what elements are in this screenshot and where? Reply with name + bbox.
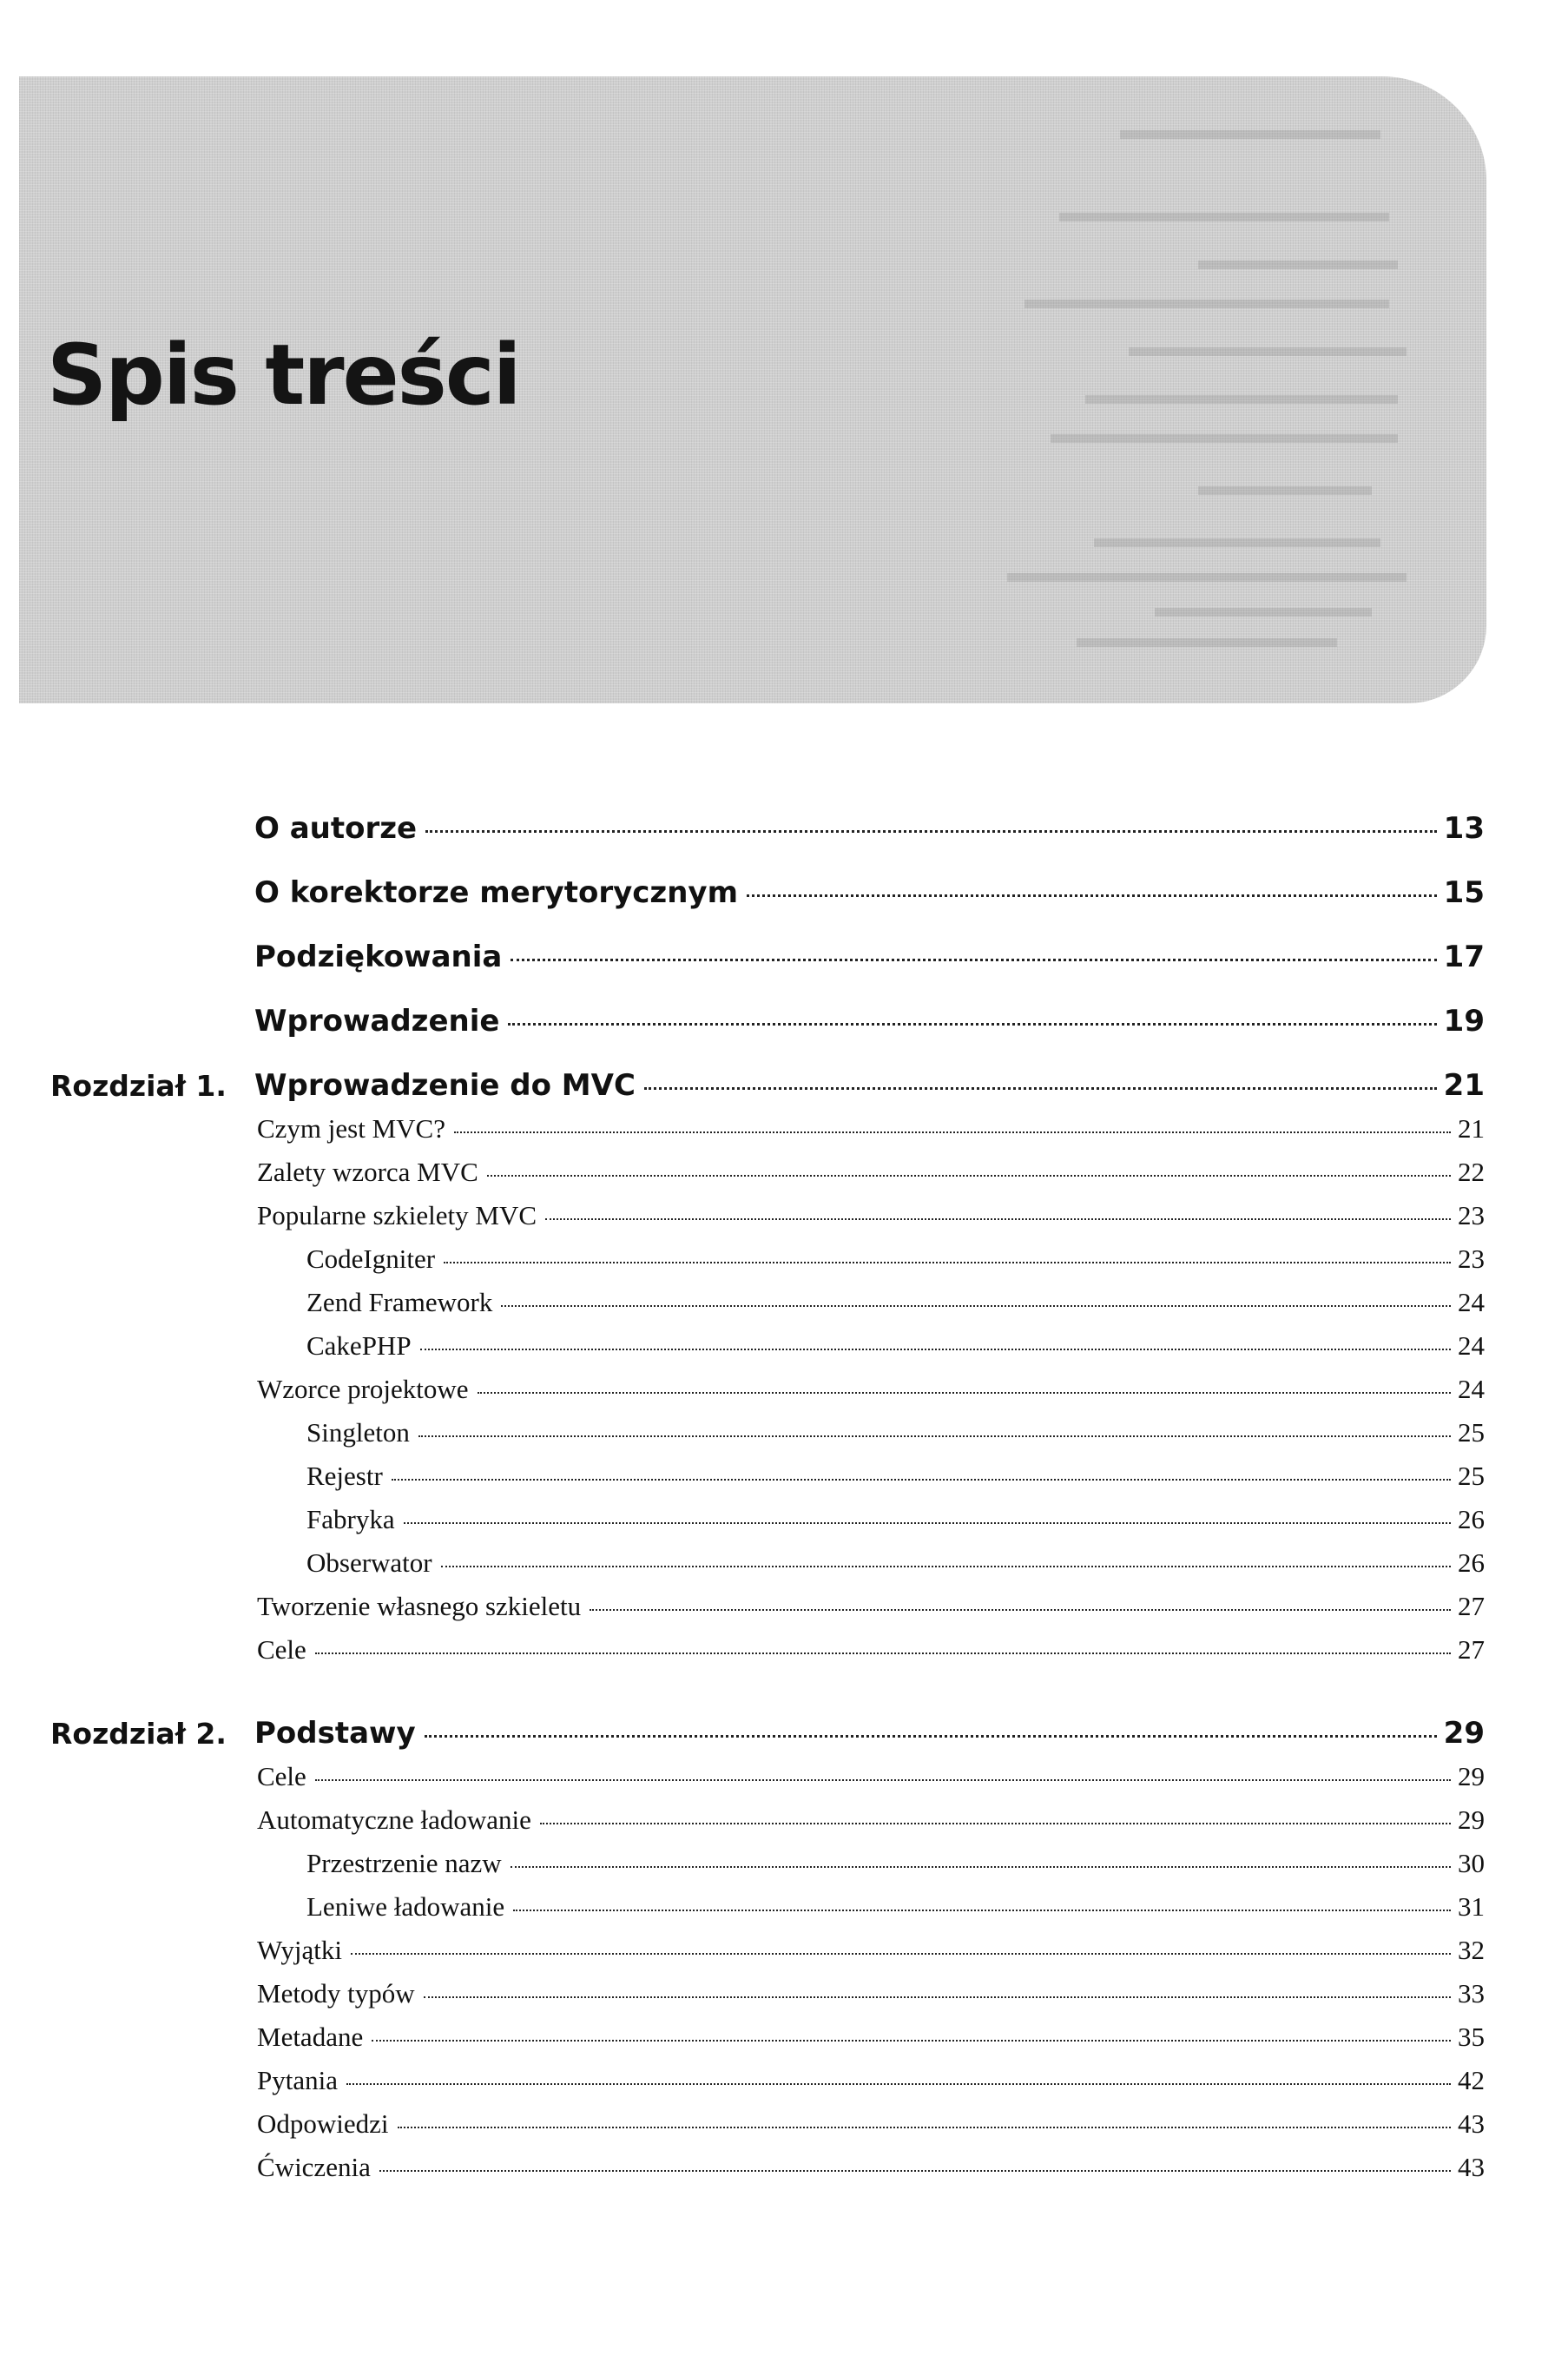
toc-entry-title: Cele (257, 1634, 306, 1665)
toc-entry-minor (306, 1891, 1485, 1923)
toc-entry-page: 13 (1443, 811, 1485, 846)
dot-leader (487, 1175, 1451, 1177)
toc-entry-title: Ćwiczenia (257, 2152, 371, 2182)
toc-entry-minor (306, 1547, 1485, 1579)
dot-leader (478, 1392, 1451, 1394)
banner-texture-line (1094, 538, 1380, 547)
chapter-label: Rozdział 1. (50, 1069, 227, 1103)
toc-entry-page: 27 (1458, 1591, 1485, 1621)
toc-entry-title: Wprowadzenie do MVC (254, 1068, 636, 1103)
banner-texture-line (1198, 486, 1372, 495)
toc-entry-minor (257, 1200, 1485, 1231)
toc-entry-major (254, 875, 1485, 910)
toc-entry-minor (257, 2022, 1485, 2053)
banner-texture-line (1120, 130, 1380, 139)
banner-texture-line (1077, 638, 1337, 647)
banner-texture-line (1024, 300, 1389, 308)
toc-entry-title: Leniwe ładowanie (306, 1891, 505, 1922)
toc-entry-page: 32 (1458, 1935, 1485, 1965)
dot-leader (315, 1779, 1451, 1781)
dot-leader (392, 1479, 1451, 1481)
toc-entry-title: Odpowiedzi (257, 2108, 389, 2139)
toc-entry-page: 24 (1458, 1374, 1485, 1404)
toc-entry-minor (306, 1848, 1485, 1879)
toc-entry-title: Metadane (257, 2022, 364, 2052)
toc-entry-minor (257, 2108, 1485, 2140)
toc-entry-page: 29 (1458, 1804, 1485, 1835)
banner-texture-line (1085, 395, 1398, 404)
dot-leader (346, 2083, 1451, 2085)
toc-entry-page: 24 (1458, 1287, 1485, 1317)
toc-entry-title: Automatyczne ładowanie (257, 1804, 531, 1835)
toc-entry-page: 21 (1458, 1113, 1485, 1144)
dot-leader (425, 830, 1437, 833)
dot-leader (501, 1305, 1451, 1307)
toc-entry-title: Podstawy (254, 1716, 416, 1751)
toc-entry-minor (257, 2152, 1485, 2183)
toc-entry-title: CodeIgniter (306, 1243, 436, 1274)
dot-leader (425, 1735, 1437, 1738)
toc-entry-title: O autorze (254, 811, 418, 846)
toc-entry-minor (257, 1157, 1485, 1188)
toc-entry-minor (257, 1634, 1485, 1666)
toc-entry-page: 21 (1443, 1068, 1485, 1103)
toc-entry-page: 43 (1458, 2108, 1485, 2139)
chapter-title-row (254, 1068, 1485, 1103)
dot-leader (644, 1087, 1437, 1090)
toc-entry-minor (257, 1591, 1485, 1622)
toc-entry-title: Cele (257, 1761, 306, 1791)
toc-entry-title: Zend Framework (306, 1287, 493, 1317)
toc-entry-minor (257, 1804, 1485, 1836)
toc-entry-minor (257, 1935, 1485, 1966)
toc-entry-title: Metody typów (257, 1978, 415, 2009)
dot-leader (540, 1823, 1451, 1824)
toc-entry-minor (257, 1761, 1485, 1792)
toc-entry-page: 24 (1458, 1330, 1485, 1361)
toc-entry-page: 31 (1458, 1891, 1485, 1922)
toc-entry-title: Singleton (306, 1417, 410, 1448)
toc-entry-minor (306, 1461, 1485, 1492)
toc-entry-minor (257, 1113, 1485, 1145)
toc-entry-minor (306, 1243, 1485, 1275)
dot-leader (511, 959, 1436, 961)
toc-entry-major (254, 1004, 1485, 1039)
banner-texture-line (1051, 434, 1398, 443)
toc-entry-title: Zalety wzorca MVC (257, 1157, 478, 1187)
banner-texture-line (1155, 608, 1372, 617)
toc-entry-title: Przestrzenie nazw (306, 1848, 502, 1878)
toc-entry-minor (257, 1374, 1485, 1405)
toc-entry-title: Fabryka (306, 1504, 395, 1534)
page-title: Spis treści (47, 327, 520, 424)
dot-leader (404, 1522, 1451, 1524)
toc-entry-page: 30 (1458, 1848, 1485, 1878)
toc-entry-title: CakePHP (306, 1330, 412, 1361)
dot-leader (379, 2170, 1451, 2172)
toc-entry-minor (306, 1417, 1485, 1448)
toc-entry-page: 26 (1458, 1547, 1485, 1578)
dot-leader (513, 1910, 1451, 1911)
dot-leader (590, 1609, 1451, 1611)
toc-entry-page: 35 (1458, 2022, 1485, 2052)
toc-entry-minor (306, 1330, 1485, 1362)
banner-texture-line (1007, 573, 1407, 582)
toc-entry-page: 29 (1443, 1716, 1485, 1751)
dot-leader (424, 1996, 1451, 1998)
dot-leader (351, 1953, 1451, 1955)
banner-texture-line (1129, 347, 1407, 356)
toc-entry-title: O korektorze merytorycznym (254, 875, 738, 910)
banner-texture-line (1059, 213, 1389, 221)
toc-entry-page: 25 (1458, 1417, 1485, 1448)
toc-entry-major (254, 940, 1485, 974)
dot-leader (747, 894, 1437, 897)
toc-entry-page: 22 (1458, 1157, 1485, 1187)
toc-entry-minor (257, 1978, 1485, 2009)
toc-entry-page: 15 (1443, 875, 1485, 910)
toc-entry-title: Popularne szkielety MVC (257, 1200, 537, 1230)
toc-entry-page: 43 (1458, 2152, 1485, 2182)
toc-entry-title: Wyjątki (257, 1935, 342, 1965)
toc-entry-page: 19 (1443, 1004, 1485, 1039)
toc-entry-page: 29 (1458, 1761, 1485, 1791)
toc-entry-title: Wzorce projektowe (257, 1374, 469, 1404)
toc-entry-title: Wprowadzenie (254, 1004, 500, 1039)
toc-entry-page: 23 (1458, 1200, 1485, 1230)
toc-entry-title: Tworzenie własnego szkieletu (257, 1591, 582, 1621)
toc-entry-page: 25 (1458, 1461, 1485, 1491)
toc-entry-page: 33 (1458, 1978, 1485, 2009)
toc-entry-title: Pytania (257, 2065, 338, 2095)
dot-leader (444, 1262, 1451, 1263)
toc-entry-page: 23 (1458, 1243, 1485, 1274)
dot-leader (511, 1866, 1451, 1868)
dot-leader (545, 1218, 1451, 1220)
dot-leader (372, 2040, 1451, 2042)
toc-entry-title: Obserwator (306, 1547, 432, 1578)
toc-entry-minor (306, 1287, 1485, 1318)
chapter-title-row (254, 1716, 1485, 1751)
chapter-label: Rozdział 2. (50, 1717, 227, 1751)
toc-entry-title: Podziękowania (254, 940, 503, 974)
toc-entry-page: 27 (1458, 1634, 1485, 1665)
toc-entry-minor (257, 2065, 1485, 2096)
toc-entry-minor (306, 1504, 1485, 1535)
dot-leader (418, 1435, 1451, 1437)
toc-entry-page: 42 (1458, 2065, 1485, 2095)
banner-texture-line (1198, 261, 1398, 269)
toc-entry-page: 17 (1443, 940, 1485, 974)
dot-leader (315, 1652, 1451, 1654)
toc-entry-title: Rejestr (306, 1461, 383, 1491)
dot-leader (441, 1566, 1451, 1567)
toc-entry-title: Czym jest MVC? (257, 1113, 445, 1144)
toc-entry-page: 26 (1458, 1504, 1485, 1534)
dot-leader (508, 1023, 1436, 1026)
dot-leader (398, 2127, 1451, 2128)
dot-leader (454, 1131, 1451, 1133)
toc-entry-major (254, 811, 1485, 846)
dot-leader (420, 1349, 1451, 1350)
